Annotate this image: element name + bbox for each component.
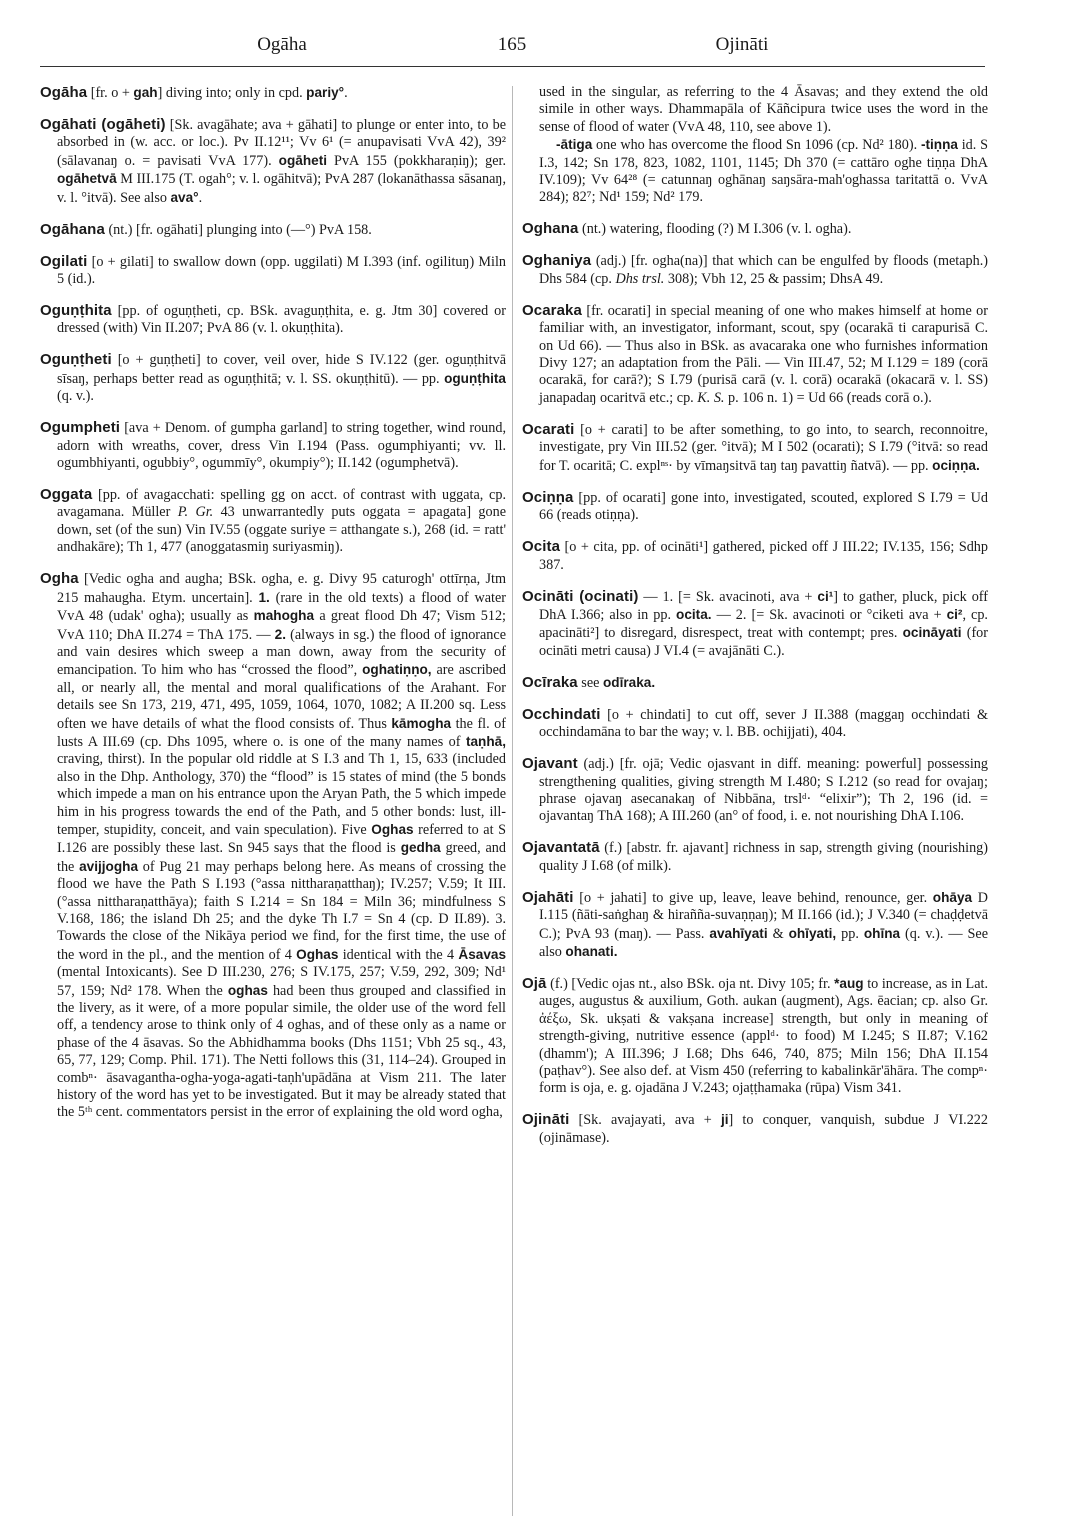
bold-term: ociṇṇa. [932, 457, 980, 473]
headword: Ogumpheti [40, 419, 121, 437]
dictionary-entry [522, 538, 988, 574]
headword: Ogilati [40, 252, 88, 270]
entry-text: [o + gilati] to swallow down (opp. uggilati) M I.393 (inf. ogilituŋ) Miln 5 (id.). [57, 253, 506, 288]
headword: Ocita [522, 538, 561, 556]
entry-text: the fl. of lusts A III.69 (cp. Dhs 1095, where o. is one of the many names of [57, 715, 506, 750]
dictionary-entry [40, 351, 506, 405]
entry-text: [fr. ocarati] in special meaning of one who makes himself at home or familiar with, an investigator, informant, scout, spy (ocarakā ti carapurisā C. on Ud 66). — Thus also in BSk. as avacaraka one who furnishes information Divy 127; an adaptation from the Pāli. — Vin III.47, 52; M I.129 = 189 (corā ocarakā, for carā?); S I.79 (purisā carā (v. l. corā) ocarakā (okacarā v. l. SS) janapadaŋ ocaritvā etc.; cp. [539, 302, 988, 406]
entry-text: [o + jahati] to give up, leave, leave behind, renounce, ger. [573, 889, 933, 906]
entry-text: a great flood Dh 47; Vism 512; VvA 110; DhA II.274 = ThA 175. — [57, 608, 506, 643]
running-header [40, 34, 985, 64]
entry-text: [Sk. avagāhate; ava + gāhati] to plunge or enter into, to be absorbed in (w. acc. or loc.). Pv II.12¹¹; Vv 6¹ (= anupavisati VvA 42), 39² (sālavanaŋ o. = pavisati VvA 177). [57, 117, 506, 169]
entry-text: are ascribed all, or nearly all, the mental and moral qualifications of the Arahant. For details see Sn 173, 219, 471, 495, 1059, 1064, 1070, 1082; A II.200 sq. Less often we have details of what the flood consists of. Thus [57, 662, 506, 732]
entry-text: PvA 155 (pokkharaṇiŋ); ger. [327, 152, 506, 169]
bold-term: Āsavas [458, 946, 507, 962]
bold-term: ohāya [932, 889, 973, 905]
entry-text: (mental Intoxicants). See D III.230, 276; S IV.175, 257; V.59, 292, 309; Nd¹ 57, 159; Nd² 178. When the [57, 964, 506, 999]
dictionary-entry [40, 253, 506, 289]
bold-term: avahīyati [709, 925, 768, 941]
bold-term: ogāhetvā [57, 171, 117, 187]
bold-term: ci¹ [817, 588, 834, 604]
bold-term: pariy° [306, 85, 345, 100]
entry-text: D I.115 (ñāti-saṅghaŋ & hirañña-suvaṇṇaŋ); M II.166 (id.); J V.340 (= chaḍḍetvā C.); PvA 93 (maŋ). — Pass. [539, 889, 989, 942]
dictionary-entry [522, 302, 988, 407]
dictionary-entry [522, 674, 988, 692]
dictionary-entry [40, 486, 506, 557]
entry-text: [Sk. avajayati, ava + [569, 1112, 721, 1129]
entry-continuation [522, 84, 988, 136]
bold-term: 1. [258, 589, 270, 605]
page-number: 165 [497, 34, 527, 55]
dictionary-entry [522, 839, 988, 875]
entry-text: used in the singular, as referring to the 4 Āsavas; and they extend the old simile in other ways. Dhammapāla of Kāñcipura twice uses the word in the sense of flood of water (VvA 48, 110, see above 1). [539, 84, 988, 135]
entry-text: , cp. apacināti²] to disregard, disrespect, treat with contempt; pres. [539, 606, 988, 642]
bold-term: ocināyati [902, 625, 962, 641]
entry-text: (adj.) [fr. ojā; Vedic ojasvant in diff. meaning: powerful] possessing strengthening qualities, giving strength M I.480; S I.212 (so read for ovajaŋ; phrase ojavaŋ asecanakaŋ of Nibbāna, trslᵈ· “elixir”); Th 2, 196 (id. = ojavantaŋ ThA 168); A III.260 (an° of food, i. e. not nourishing DhA I.106. [539, 756, 988, 825]
entry-text: identical with the 4 [338, 946, 459, 963]
bold-term: ogāheti [278, 152, 328, 168]
headword: Ojavantatā [522, 839, 600, 857]
entry-text: see [577, 674, 603, 691]
entry-text: . [344, 85, 348, 101]
headword: Oghaniya [522, 252, 592, 270]
entry-text: — 1. [= Sk. avacinoti, ava + [638, 588, 818, 605]
headword: Ocaraka [522, 301, 582, 319]
entry-text: one who has overcome the flood Sn 1096 (cp. Nd² 180). [592, 137, 921, 154]
bold-term: -ātiga [556, 137, 593, 153]
entry-text: had been thus grouped and classified in the livery, as it were, of a more popular simile, the older use of the word fell off, a tendency arose to think only of 4 oghas, and of these only as a name or phase of the 4 āsavas. So the Abhidhamma books (Dhs 1151; Vbh 25 sq., 43, 65, 77, 129; Comp. Phil. 171). The Netti follows this (31, 114–24). Grouped in combⁿ· āsavagantha-ogha-yoga-agati-taṇh'upādāna at Vism 211. The later history of the word has yet to be investigated. But it may be already stated that the 5ᵗʰ cent. commentators persist in the error of explaining the old word ogha, [57, 982, 506, 1121]
bold-term: mahogha [253, 608, 315, 624]
entry-text: greed, and the [57, 840, 506, 875]
entry-text: [pp. of avagacchati: spelling gg on acct. of contrast with uggata, cp. avagamana. Müller [57, 487, 506, 521]
entry-text: [Vedic ogha and augha; BSk. ogha, e. g. Divy 95 caturogh' ottīrṇa, Jtm 215 mahaugha. Etym. uncertain]. [57, 571, 506, 606]
entry-text: [o + chindati] to cut off, sever J II.388 (maggaŋ occhindati & occhindamāna to bar the way; v. l. BB. ochijjati), 404. [539, 706, 988, 741]
entry-text: 308); Vbh 12, 25 & passim; DhsA 49. [664, 270, 884, 287]
entry-text: & [767, 925, 789, 942]
dictionary-entry [522, 975, 988, 1098]
headword: Ogha [40, 570, 79, 588]
entry-text: ] to gather, pluck, pick off DhA I.366; also in pp. [539, 588, 988, 623]
headword: Ojā [522, 974, 547, 992]
italic-reference: K. S. [697, 389, 725, 406]
entry-text: pp. [836, 925, 864, 942]
headword: Oguṇṭhita [40, 302, 112, 320]
entry-text: to increase, as in Lat. auges, augustus & auxilium, Goth. aukan (augment), Ags. ēacian; cp. also Gr. ἀέξω, Sk. ukṣati & vakṣana increase] strength, but only in meaning of strength-giving, nutritive essence (applᵈ· to food) M I.245; S II.87; V.162 (dhamm'); A III.396; J I.68; Dhs 646, 740, 875; Miln 156; DhA II.154 (paṭhav°). See also def. at Vism 450 (referring to kabalinkār'āhāra. The compⁿ· form is oja, e. g. ojadāna J V.243; ojaṭṭhamaka (rūpa) Vism 341. [539, 975, 989, 1097]
headword: Oggata [40, 486, 93, 504]
bold-term: avijjogha [79, 858, 139, 874]
bold-term: oghatiṇṇo, [362, 662, 432, 678]
bold-term: gah [133, 85, 158, 100]
entry-text: craving, thirst). In the popular old riddle at S I.3 and Th 1, 15, 633 (included also in the Dhp. Anthology, 370) the “flood” is 15 states of mind (the 5 bonds which impede a man on his entrance upon the Aryan Path, the 5 which impede him in his progress towards the end of the Path, and 5 other bonds: lust, ill-temper, stupidity, conceit, and vain speculation). Five [57, 751, 506, 838]
bold-term: ci² [946, 606, 963, 622]
dictionary-entry [522, 588, 988, 661]
dictionary-entry [522, 706, 988, 742]
entry-text: — 2. [= Sk. avacinoti or °ciketi ava + [711, 606, 947, 623]
headword: Ogāha [40, 84, 88, 101]
right-column [522, 84, 988, 1161]
dictionary-entry [522, 489, 988, 525]
headword: Ojahāti [522, 888, 574, 906]
entry-continuation [522, 136, 988, 207]
entry-text: (adj.) [fr. ogha(na)] that which can be engulfed by floods (metaph.) Dhs 584 (cp. [539, 253, 988, 287]
bold-term: 2. [274, 626, 286, 642]
headword: Oghana [522, 220, 579, 238]
entry-text: (f.) [abstr. fr. ajavant] richness in sap, strength giving (nourishing) quality J I.68 (of milk). [539, 840, 988, 874]
headword: Ogāhana [40, 220, 105, 238]
bold-term: ohīyati, [788, 925, 837, 941]
entry-text: of Pug 21 may perhaps belong here. As means of crossing the flood we have the Path S I.193 (°assa nittharaṇatthaŋ); IV.257; V.59; It III. (°assa nittharaṇatthāya); faith S I.214 = Sn 184 = Miln 36; mindfulness S V.168, 186; the island Dh 25; and the dyke Th I.7 = Sn 4 (cp. D II.89). 3. Towards the close of the Nikāya period we find, for the first time, the use of the word in the pl., and the mention of 4 [57, 858, 506, 963]
italic-reference: P. Gr. [177, 504, 214, 521]
entry-text: id. S I.3, 142; Sn 178, 823, 1082, 1101, 1145; Dh 370 (= cattāro oghe tiṇṇa DhA IV.109); Vv 64²⁸ (= catunnaŋ oghānaŋ saŋsāra-mah'oghassa taritattā o. VvA 284); 82⁷; Nd¹ 159; Nd² 179. [539, 137, 988, 206]
left-guide-word: Ogāha [257, 34, 307, 55]
entry-text: ] to conquer, vanquish, subdue J VI.222 (ojināmase). [539, 1112, 988, 1146]
headword: Ocīraka [522, 673, 578, 691]
entry-text: [fr. o + [87, 85, 134, 101]
headword: Occhindati [522, 705, 601, 723]
bold-term: Oghas [296, 946, 339, 962]
italic-reference: Dhs trsl. [615, 270, 665, 287]
entry-text: (nt.) [fr. ogāhati] plunging into (—°) PvA 158. [104, 221, 372, 238]
entry-text: (q. v.). [57, 388, 94, 405]
dictionary-entry [40, 419, 506, 472]
bold-term: oguṇṭhita [444, 370, 506, 386]
bold-term: Oghas [371, 821, 414, 837]
entry-text: [pp. of oguṇṭheti, cp. BSk. avaguṇṭhita, e. g. Jtm 30] covered or dressed (with) Vin II.207; PvA 86 (v. l. okuṇṭhita). [57, 303, 506, 337]
dictionary-entry [522, 889, 988, 962]
entry-text: (rare in the old texts) a flood of water VvA 48 (udak' ogha); usually as [57, 589, 507, 625]
entry-text: (always in sg.) the flood of ignorance and vain desires which sweep a man down, away from the security of emancipation. To him who has “crossed the flood”, [57, 626, 506, 679]
entry-text: . [198, 189, 203, 206]
column-divider [512, 86, 513, 1516]
left-column [40, 84, 506, 1135]
dictionary-entry [40, 302, 506, 338]
bold-term: ohīna [863, 925, 901, 941]
entry-text: 43 unwarrantedly puts oggata = apagata] gone down, set (of the sun) Vin IV.55 (oggate suriye = atthangate s.), 268 (id. = ratt' andhakāre); Th 1, 477 (anoggatasmiŋ suriyasmiŋ). [57, 504, 506, 556]
entry-text: [o + carati] to be after something, to go into, to search, reconnoitre, investigate, pry Vin III.52 (ger. °itvā); M I 502 (ocarati); S I.79 (°itvā: so read for T. ocaritā; C. explⁿˢ· by vīmaŋsitvā taŋ taŋ pavattiŋ ñatvā). — pp. [539, 421, 988, 474]
entry-text: (f.) [Vedic ojas nt., also BSk. oja nt. Divy 105; fr. [546, 975, 835, 992]
header-rule [40, 66, 985, 67]
headword: Oguṇṭheti [40, 351, 112, 369]
headword: Ojināti [522, 1111, 570, 1129]
entry-text: (for ocināti metri causa) J VI.4 (= avajānāti C.). [539, 625, 988, 659]
bold-term: ji [720, 1112, 729, 1128]
bold-term: taṇhā, [465, 733, 506, 749]
headword: Ociṇṇa [522, 488, 574, 506]
dictionary-entry [40, 116, 506, 207]
dictionary-entry [522, 755, 988, 826]
bold-term: ohanati. [565, 943, 618, 959]
entry-text: M III.175 (T. ogah°; v. l. ogāhitvā); PvA 287 (lokanāthassa sāsanaŋ, v. l. °itvā). See also [57, 171, 506, 206]
dictionary-entry [522, 252, 988, 288]
bold-term: gedha [400, 840, 441, 856]
dictionary-entry [522, 1111, 988, 1147]
dictionary-entry [40, 221, 506, 239]
entry-text: [o + guṇṭheti] to cover, veil over, hide S IV.122 (ger. oguṇṭhitvā sīsaŋ, perhaps better read as oguṇṭhitā; v. l. SS. okuṇṭhitū). — pp. [57, 352, 506, 387]
entry-text: ] diving into; only in cpd. [157, 85, 307, 101]
bold-term: oghas [227, 982, 268, 998]
bold-term: -tiṇṇa [920, 137, 958, 153]
entry-text: [ava + Denom. of gumpha garland] to string together, wind round, adorn with wreaths, cover, dress Vin I.194 (Pass. ogumphiyanti; vv. ll. ogumbhiyanti, ogubbiy°, ogummīy°, okumpiy°); II.142 (ogumphetvā). [57, 420, 506, 472]
entry-text: [pp. of ocarati] gone into, investigated, scouted, explored S I.79 = Ud 66 (reads otiṇṇa). [539, 489, 988, 524]
dictionary-entry [40, 84, 506, 102]
right-guide-word: Ojināti [715, 34, 769, 55]
dictionary-entry [40, 570, 506, 1122]
entry-text: (q. v.). — See also [539, 925, 988, 960]
headword: Ocarati [522, 420, 575, 438]
dictionary-entry [522, 421, 988, 475]
headword: Ojavant [522, 755, 578, 773]
bold-term: ava° [170, 189, 199, 205]
bold-term: *aug [834, 975, 864, 991]
entry-text: (nt.) watering, flooding (?) M I.306 (v. l. ogha). [578, 221, 852, 238]
headword: Ogāhati (ogāheti) [40, 116, 166, 133]
entry-text: p. 106 n. 1) = Ud 66 (reads corā o.). [724, 389, 932, 406]
bold-term: ocita. [676, 606, 712, 622]
headword: Ocināti (ocinati) [522, 587, 639, 605]
entry-text: referred to at S I.126 are possibly these last. Sn 945 says that the flood is [57, 821, 506, 857]
entry-text: [o + cita, pp. of ocināti¹] gathered, picked off J III.22; IV.135, 156; Sdhp 387. [539, 539, 988, 573]
bold-term: odīraka. [602, 674, 656, 690]
dictionary-entry [522, 220, 988, 238]
bold-term: kāmogha [391, 715, 452, 731]
